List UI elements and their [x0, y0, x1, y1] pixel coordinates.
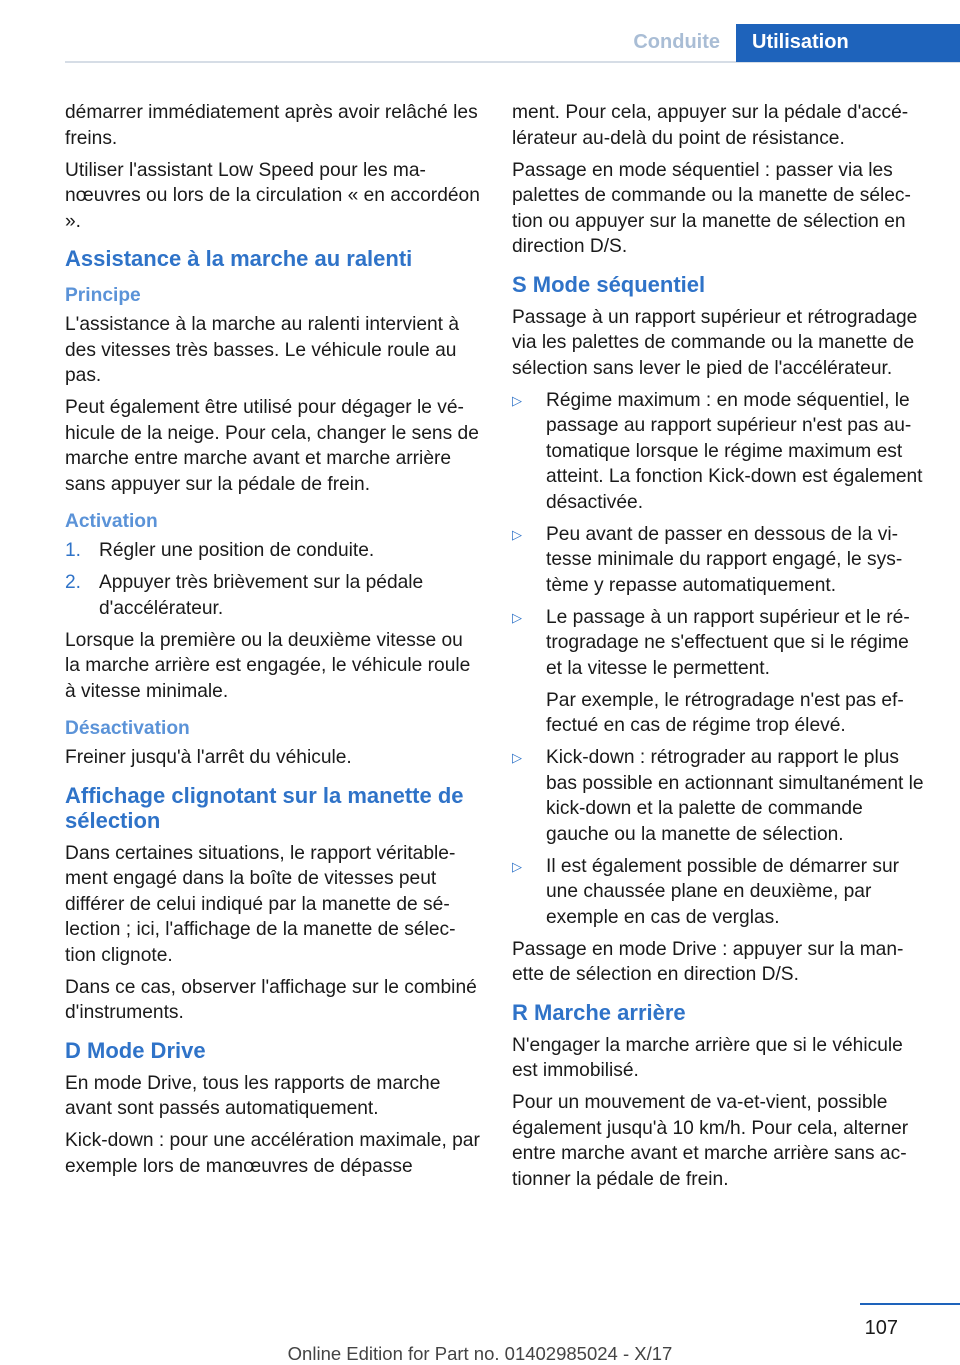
- triangle-bullet-icon: ▷: [512, 526, 522, 542]
- heading-affichage-clignotant: Affichage clignotant sur la manette de sélection: [65, 782, 464, 833]
- heading-desactivation: Désactivation: [65, 718, 190, 739]
- list-item: [512, 745, 928, 847]
- bullet-text: Il est également possible de démarrer sur une chaussée plane en deuxième, par exemple en cas de verglas.: [546, 855, 900, 928]
- edition-footer: Online Edition for Part no. 01402985024 - X/17: [287, 1343, 673, 1364]
- paragraph: L'assistance à la marche au ralenti intervient à des vitesses très basses. Le véhicule roule au pas.: [65, 314, 460, 386]
- paragraph: N'engager la marche arrière que si le véhicule est immobilisé.: [512, 1034, 903, 1081]
- tab-conduite[interactable]: [620, 24, 732, 62]
- triangle-bullet-icon: ▷: [512, 750, 522, 765]
- paragraph: Passage en mode séquentiel : passer via les palettes de commande ou la manette de sélection ou appuyer sur la manette de sélection en direction D/S.: [512, 159, 911, 257]
- tab-utilisation[interactable]: [736, 24, 960, 62]
- list-item: [512, 605, 928, 739]
- paragraph: Dans ce cas, observer l'affichage sur le combiné d'instruments.: [65, 976, 477, 1023]
- triangle-bullet-icon: ▷: [512, 609, 522, 625]
- paragraph: Passage en mode Drive : appuyer sur la manette de sélection en direction D/S.: [512, 938, 904, 985]
- list-item: [512, 388, 928, 516]
- list-item: [512, 854, 928, 931]
- step-text: Appuyer très brièvement sur la pédale d'accélérateur.: [99, 572, 424, 619]
- paragraph: Lorsque la première ou la deuxième vitesse ou la marche arrière est engagée, le véhicule roule à vitesse minimale.: [65, 629, 471, 702]
- paragraph: démarrer immédiatement après avoir relâché les freins.: [65, 102, 478, 149]
- page-number-rule: [860, 1303, 960, 1305]
- bullet-text: Régime maximum : en mode séquentiel, le passage au rapport supérieur n'est pas automatique lorsque le régime maximum est atteint. La fonction Kick-down est également désactivée.: [546, 389, 923, 513]
- triangle-bullet-icon: ▷: [512, 858, 522, 874]
- right-column: [512, 100, 928, 1199]
- tab-conduite-label: Conduite: [633, 31, 720, 53]
- heading-mode-sequentiel: S Mode séquentiel: [512, 271, 706, 297]
- paragraph: Utiliser l'assistant Low Speed pour les manœuvres ou lors de la circulation « en accordéon ».: [65, 159, 480, 232]
- paragraph: Freiner jusqu'à l'arrêt du véhicule.: [65, 747, 352, 768]
- bullet-text: Kick-down : rétrograder au rapport le plus bas possible en actionnant simultanément le kick-down et la palette de commande gauche ou la manette de sélection.: [546, 747, 924, 845]
- triangle-bullet-icon: ▷: [512, 392, 522, 408]
- paragraph: Kick-down : pour une accélération maximale, par exemple lors de manœuvres de dépasse: [65, 1130, 480, 1177]
- bullet-sub-paragraph: Par exemple, le rétrogradage n'est pas effectué en cas de régime trop élevé.: [546, 689, 904, 736]
- paragraph: Dans certaines situations, le rapport véritablement engagé dans la boîte de vitesses peut différer de celui indiqué par la manette de sélection ; ici, l'affichage de la manette de sélection clignote.: [65, 842, 456, 966]
- left-column: [65, 100, 480, 1186]
- bullet-text: Peu avant de passer en dessous de la vitesse minimale du rapport engagé, le système y repasse automatiquement.: [546, 523, 903, 596]
- heading-marche-arriere: R Marche arrière: [512, 999, 686, 1025]
- step-text: Régler une position de conduite.: [99, 540, 375, 561]
- paragraph: ment. Pour cela, appuyer sur la pédale d'accélérateur au-delà du point de résistance.: [512, 102, 909, 149]
- step-number: 2.: [65, 572, 82, 593]
- list-item: [65, 538, 480, 564]
- heading-activation: Activation: [65, 511, 158, 532]
- paragraph: Passage à un rapport supérieur et rétrogradage via les palettes de commande ou la manette de sélection sans lever le pied de l'accélérateur.: [512, 306, 918, 379]
- paragraph: Peut également être utilisé pour dégager le véhicule de la neige. Pour cela, changer le sens de marche entre marche avant et marche arrière sans appuyer sur la pédale de frein.: [65, 397, 479, 495]
- heading-principe: Principe: [65, 285, 141, 306]
- paragraph: En mode Drive, tous les rapports de marche avant sont passés automatiquement.: [65, 1072, 441, 1119]
- activation-steps: [65, 538, 480, 621]
- list-item: [65, 570, 480, 621]
- paragraph: Pour un mouvement de va-et-vient, possible également jusqu'à 10 km/h. Pour cela, alterner entre marche avant et marche arrière sans actionner la pédale de frein.: [512, 1092, 909, 1190]
- heading-assistance-ralenti: Assistance à la marche au ralenti: [65, 246, 413, 271]
- heading-mode-drive: D Mode Drive: [65, 1037, 206, 1063]
- step-number: 1.: [65, 540, 82, 561]
- list-item: [512, 522, 928, 599]
- sequential-bullets: [512, 388, 928, 931]
- bullet-text: Le passage à un rapport supérieur et le rétrogradage ne s'effectuent que si le régime et la vitesse le permettent.: [546, 606, 910, 679]
- page-number: 107: [864, 1317, 898, 1339]
- tab-utilisation-label: Utilisation: [752, 31, 849, 53]
